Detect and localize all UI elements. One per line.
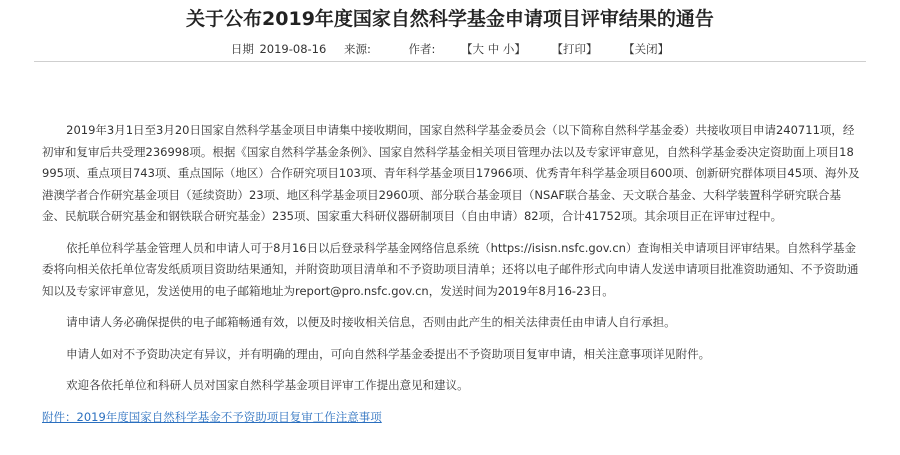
- font-size-control[interactable]: 【大 中 小】: [461, 42, 526, 56]
- article-meta: [0, 40, 900, 58]
- paragraph-1: 2019年3月1日至3月20日国家自然科学基金项目申请集中接收期间，国家自然科学基金委员会（以下简称自然科学基金委）共接收项目申请240711项，经初审和复审后共受理236998项。根据《国家自然科学基金条例》、国家自然科学基金相关项目管理办法以及专家评审意见，自然科学基金委决定资助面上项目18995项、重点项目743项、重点国际（地区）合作研究项目103项、青年科学基金项目17966项、优秀青年科学基金项目600项、创新研究群体项目45项、海外及港澳学者合作研究基金项目（延续资助）23项、地区科学基金项目2960项、部分联合基金项目（NSAF联合基金、天文联合基金、大科学装置科学研究联合基金、民航联合研究基金和钢铁联合研究基金）235项、国家重大科研仪器研制项目（自由申请）82项，合计41752项。其余项目正在评审过程中。: [42, 123, 860, 223]
- author-label: 作者:: [408, 42, 436, 56]
- paragraph-2: 依托单位科学基金管理人员和申请人可于8月16日以后登录科学基金网络信息系统（https://isisn.nsfc.gov.cn）查询相关申请项目评审结果。自然科学基金委将向相关依托单位寄发纸质项目资助结果通知，并附资助项目清单和不予资助项目清单；还将以电子邮件形式向申请人发送申请项目批准资助通知、不予资助通知以及专家评审意见，发送使用的电子邮箱地址为report@pro.nsfc.gov.cn，发送时间为2019年8月16-23日。: [42, 240, 859, 298]
- header-divider: [34, 61, 866, 62]
- paragraph-5: 欢迎各依托单位和科研人员对国家自然科学基金项目评审工作提出意见和建议。: [66, 378, 469, 392]
- attachment-link[interactable]: 附件：2019年度国家自然科学基金不予资助项目复审工作注意事项: [42, 409, 382, 424]
- page-title: 关于公布2019年度国家自然科学基金申请项目评审结果的通告: [186, 8, 714, 30]
- article-body: [42, 120, 860, 438]
- source-label: 来源:: [343, 42, 371, 56]
- print-button[interactable]: 【打印】: [551, 42, 598, 56]
- paragraph-3: 请申请人务必确保提供的电子邮箱畅通有效，以便及时接收相关信息，否则由此产生的相关法律责任由申请人自行承担。: [66, 315, 676, 329]
- date-label: 日期: [230, 42, 254, 56]
- close-button[interactable]: 【关闭】: [623, 42, 670, 56]
- paragraph-4: 申请人如对不予资助决定有异议，并有明确的理由，可向自然科学基金委提出不予资助项目复审申请，相关注意事项详见附件。: [66, 346, 711, 361]
- date-value: 2019-08-16: [259, 42, 327, 56]
